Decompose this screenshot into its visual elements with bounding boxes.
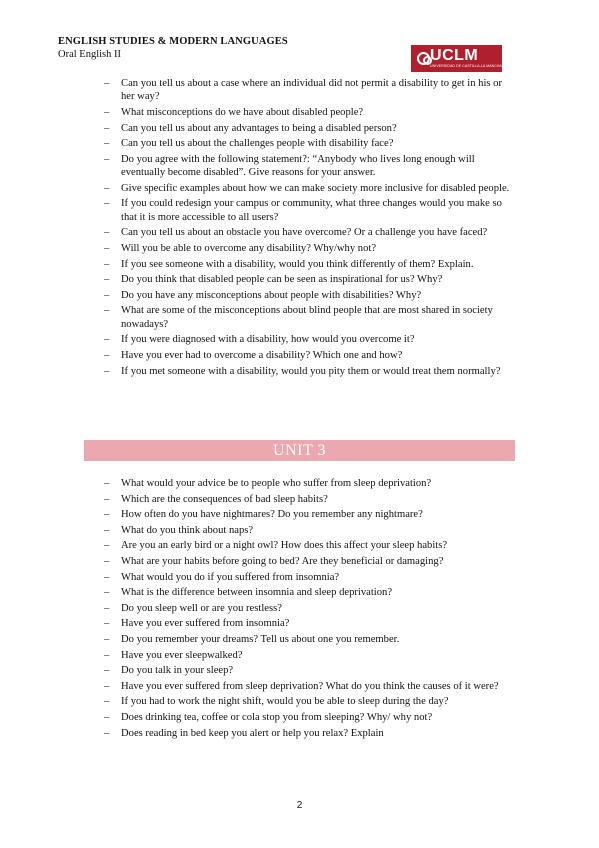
list-item: – What are your habits before going to bed? Are they beneficial or damaging? bbox=[104, 555, 516, 568]
list-item: – Can you tell us about any advantages to being a disabled person? bbox=[104, 122, 516, 135]
header-subtitle: Oral English II bbox=[58, 49, 121, 60]
list-item: – Do you have any misconceptions about people with disabilities? Why? bbox=[104, 289, 516, 302]
logo-text-group bbox=[430, 48, 502, 69]
list-item: – How often do you have nightmares? Do you remember any nightmare? bbox=[104, 508, 516, 521]
list-item: – Which are the consequences of bad sleep habits? bbox=[104, 493, 516, 506]
unit-heading: UNIT 3 bbox=[84, 440, 515, 461]
header-title: ENGLISH STUDIES & MODERN LANGUAGES bbox=[58, 36, 288, 47]
question-list-disability bbox=[104, 77, 516, 380]
question-list-unit3 bbox=[104, 477, 516, 742]
list-item: – Give specific examples about how we can make society more inclusive for disabled people. bbox=[104, 182, 516, 195]
uclm-emblem-icon bbox=[417, 51, 426, 66]
list-item: – If you could redesign your campus or community, what three changes would you make so that it is more accessible to all users? bbox=[104, 197, 516, 224]
list-item: – Have you ever suffered from sleep deprivation? What do you think the causes of it were? bbox=[104, 680, 516, 693]
list-item: – What would your advice be to people who suffer from sleep deprivation? bbox=[104, 477, 516, 490]
list-item: – If you were diagnosed with a disability, how would you overcome it? bbox=[104, 333, 516, 346]
list-item: – Do you talk in your sleep? bbox=[104, 664, 516, 677]
list-item: – Can you tell us about the challenges people with disability face? bbox=[104, 137, 516, 150]
list-item: – Do you remember your dreams? Tell us about one you remember. bbox=[104, 633, 516, 646]
list-item: – Can you tell us about a case where an individual did not permit a disability to get in his or her way? bbox=[104, 77, 516, 104]
list-item: – What would you do if you suffered from insomnia? bbox=[104, 571, 516, 584]
list-item: – What is the difference between insomnia and sleep deprivation? bbox=[104, 586, 516, 599]
list-item: – If you met someone with a disability, would you pity them or would treat them normally? bbox=[104, 365, 516, 378]
list-item: – Have you ever suffered from insomnia? bbox=[104, 617, 516, 630]
list-item: – Are you an early bird or a night owl? How does this affect your sleep habits? bbox=[104, 539, 516, 552]
list-item: – Will you be able to overcome any disability? Why/why not? bbox=[104, 242, 516, 255]
logo-tagline: UNIVERSIDAD DE CASTILLA-LA MANCHA bbox=[430, 64, 502, 69]
list-item: – If you had to work the night shift, would you be able to sleep during the day? bbox=[104, 695, 516, 708]
list-item: – What are some of the misconceptions about blind people that are most shared in society nowadays? bbox=[104, 304, 516, 331]
list-item: – Do you agree with the following statement?: “Anybody who lives long enough will eventually become disabled”. Give reasons for your answer. bbox=[104, 153, 516, 180]
list-item: – Do you think that disabled people can be seen as inspirational for us? Why? bbox=[104, 273, 516, 286]
uclm-logo bbox=[411, 45, 502, 72]
page-number: 2 bbox=[296, 800, 303, 811]
list-item: – Have you ever sleepwalked? bbox=[104, 649, 516, 662]
list-item: – Do you sleep well or are you restless? bbox=[104, 602, 516, 615]
list-item: – What misconceptions do we have about disabled people? bbox=[104, 106, 516, 119]
list-item: – Does drinking tea, coffee or cola stop you from sleeping? Why/ why not? bbox=[104, 711, 516, 724]
list-item: – What do you think about naps? bbox=[104, 524, 516, 537]
list-item: – Can you tell us about an obstacle you have overcome? Or a challenge you have faced? bbox=[104, 226, 516, 239]
logo-text: UCLM bbox=[430, 47, 479, 65]
list-item: – Have you ever had to overcome a disability? Which one and how? bbox=[104, 349, 516, 362]
list-item: – If you see someone with a disability, would you think differently of them? Explain. bbox=[104, 258, 516, 271]
list-item: – Does reading in bed keep you alert or help you relax? Explain bbox=[104, 727, 516, 740]
